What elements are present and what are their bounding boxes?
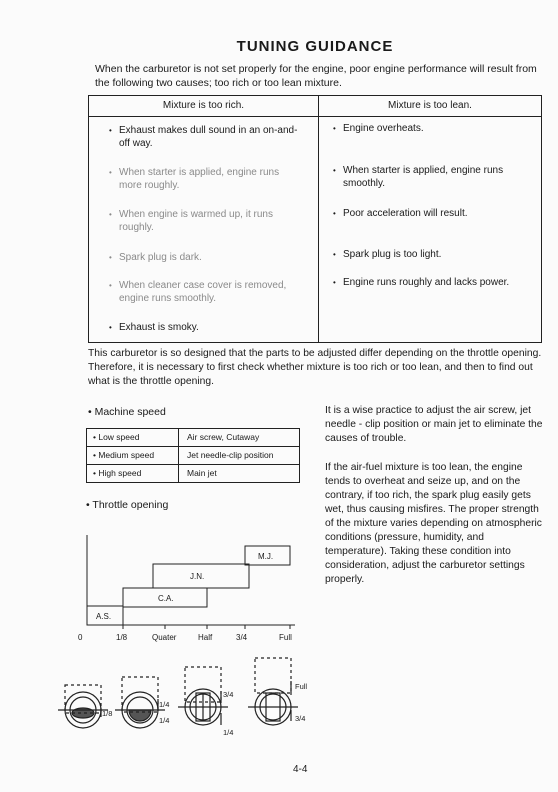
rich-item: • When engine is warmed up, it runs roughly. <box>109 209 273 233</box>
right-paragraph-2: If the air-fuel mixture is too lean, the engine tends to overheat and seize up, and on the contrary, if too rich, the spark plug easily gets wet, thus causing misfires. The proper strength of the mixture varies depending on atmospheric conditions (pressure, humidity, and temperature). Taking these condition into consideration, adjust the carburetor settings properly. <box>325 462 542 585</box>
step-label: M.J. <box>258 552 274 561</box>
lean-item: • Engine overheats. <box>333 123 424 134</box>
lean-header: Mixture is too lean. <box>319 96 541 117</box>
part-cell: Air screw, Cutaway <box>187 432 260 442</box>
lean-item: • Engine runs roughly and lacks power. <box>333 277 510 288</box>
valve-label: 1/8 <box>102 709 113 718</box>
valve-label: 3/4 <box>223 690 234 699</box>
valve-label: Full <box>295 682 308 691</box>
lean-item: • Spark plug is too light. <box>333 249 442 260</box>
valve-label: 1/4 <box>159 700 170 709</box>
axis-tick-label: 3/4 <box>236 633 248 642</box>
axis-tick-label: 0 <box>78 633 83 642</box>
table-row: • Medium speed Jet needle-clip position <box>87 447 299 465</box>
rich-item: • Exhaust is smoky. <box>109 322 199 333</box>
right-paragraph-1: It is a wise practice to adjust the air screw, jet needle - clip position or main jet to eliminate the causes of trouble. <box>325 405 543 444</box>
valve-3-half <box>178 667 228 725</box>
rich-item: • Spark plug is dark. <box>109 252 202 263</box>
rich-header: Mixture is too rich. <box>89 96 318 117</box>
page-title: TUNING GUIDANCE <box>236 38 394 55</box>
valve-label: 1/4 <box>223 728 234 737</box>
intro-text: When the carburetor is not set properly for the engine, poor engine performance will result from the following two causes; too rich or too lean mixture. <box>95 63 537 89</box>
throttle-opening-label: • Throttle opening <box>86 499 169 511</box>
speed-cell: Medium speed <box>98 450 155 460</box>
rich-item: • When starter is applied, engine runs more roughly. <box>109 167 280 191</box>
table-row: • Low speed Air screw, Cutaway <box>87 429 299 447</box>
machine-speed-label: • Machine speed <box>88 406 166 418</box>
table-row: • High speed Main jet <box>87 465 299 482</box>
valve-4-full <box>248 658 298 725</box>
throttle-valve-diagrams <box>55 655 325 750</box>
step-label: C.A. <box>158 594 174 603</box>
valve-label: 3/4 <box>295 714 306 723</box>
mixture-table <box>88 95 542 343</box>
step-label: J.N. <box>190 572 205 581</box>
throttle-step-diagram <box>70 530 310 645</box>
axis-tick-label: Full <box>279 633 292 642</box>
page-number: 4-4 <box>293 764 308 775</box>
axis-tick-label: 1/8 <box>116 633 128 642</box>
valve-2-quarter <box>115 677 165 728</box>
part-cell: Main jet <box>187 468 217 478</box>
step-label: A.S. <box>96 612 112 621</box>
rich-item: • When cleaner case cover is removed, engine runs smoothly. <box>109 280 287 304</box>
speed-cell: Low speed <box>98 432 140 442</box>
valve-label: 1/4 <box>159 716 170 725</box>
axis-tick-label: Quater <box>152 633 177 642</box>
table-divider <box>318 96 319 342</box>
speed-cell: High speed <box>98 468 142 478</box>
machine-speed-table <box>86 428 300 483</box>
rich-item: • Exhaust makes dull sound in an on-and-off way. <box>109 125 298 149</box>
throttle-check-paragraph: This carburetor is so designed that the parts to be adjusted differ depending on the throttle opening. Therefore, it is necessary to first check whether mixture is too rich or too lean, and then to find out what is the throttle opening. <box>88 348 542 387</box>
axis-tick-label: Half <box>198 633 213 642</box>
lean-item: • Poor acceleration will result. <box>333 208 468 219</box>
valve-1-eighth <box>58 685 108 728</box>
lean-item: • When starter is applied, engine runs smoothly. <box>333 165 504 189</box>
part-cell: Jet needle-clip position <box>187 450 274 460</box>
